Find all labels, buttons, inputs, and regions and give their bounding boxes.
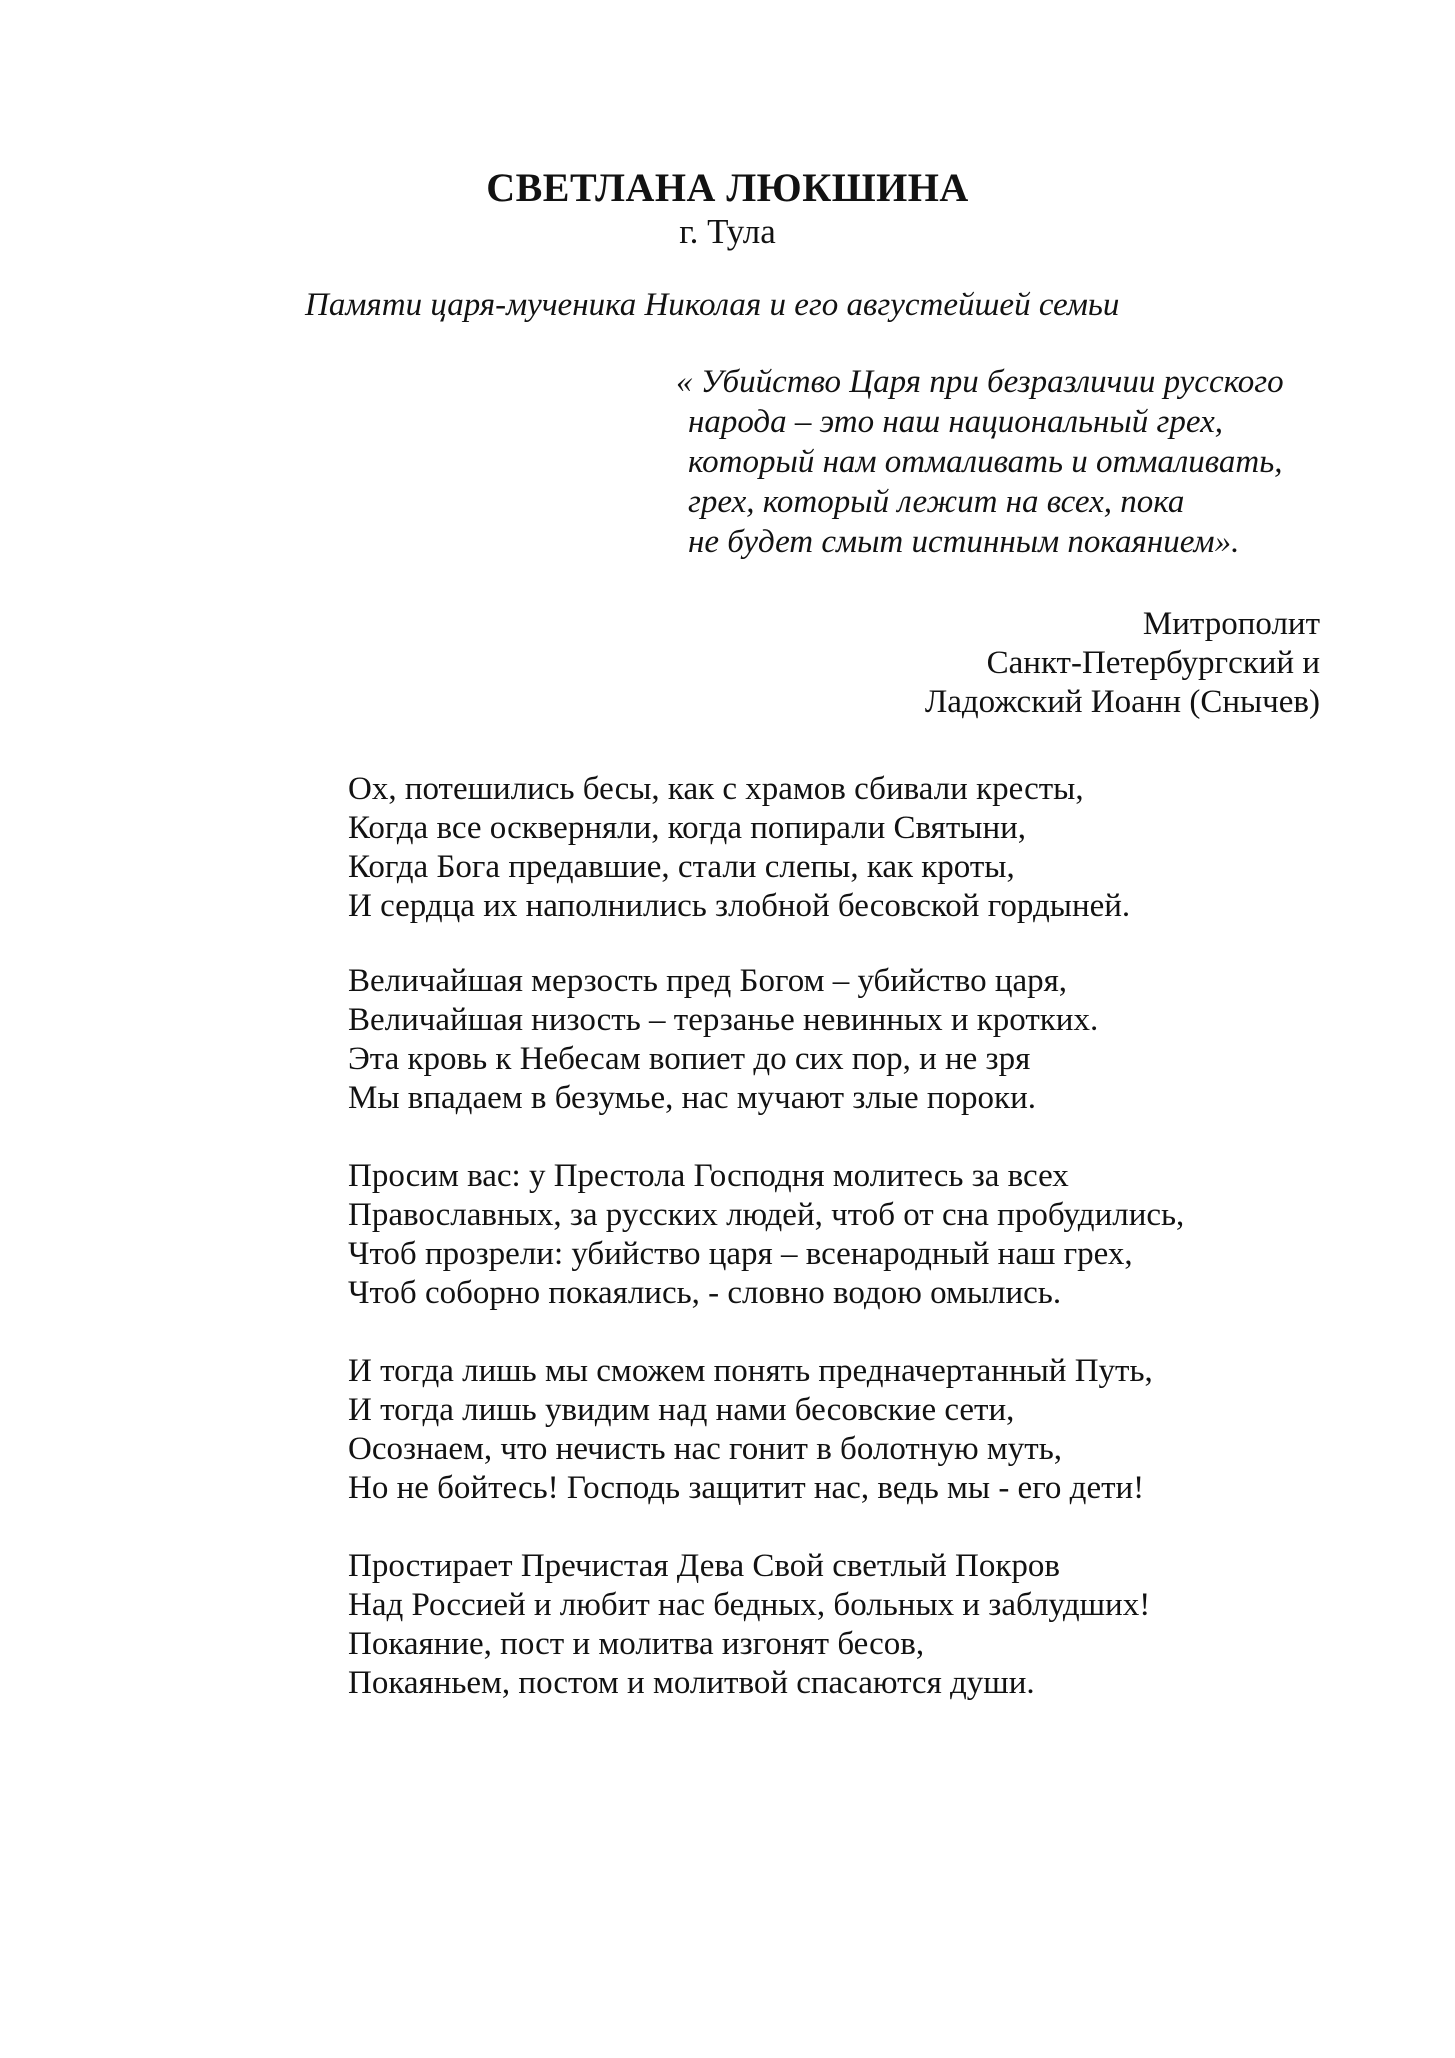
poem-line: Величайшая мерзость пред Богом – убийство царя, [348,963,1068,999]
epigraph-line: грех, который лежит на всех, пока [688,484,1185,520]
poem-line: Покаяньем, постом и молитвой спасаются души. [348,1665,1035,1701]
poem-stanza-5 [348,1547,1150,1703]
poem-line: Величайшая низость – терзанье невинных и кротких. [348,1002,1099,1038]
poem-line: Когда все оскверняли, когда попирали Святыни, [348,810,1027,846]
poem-line: Чтоб соборно покаялись, - словно водою омылись. [348,1275,1062,1311]
poem-line: И тогда лишь увидим над нами бесовские сети, [348,1392,1015,1428]
poem-line: Православных, за русских людей, чтоб от сна пробудились, [348,1197,1185,1233]
epigraph-line: народа – это наш национальный грех, [688,404,1223,440]
poem-line: Ох, потешились бесы, как с храмов сбивали кресты, [348,771,1084,807]
poem-line: Эта кровь к Небесам вопиет до сих пор, и не зря [348,1041,1031,1077]
poem-line: Над Россией и любит нас бедных, больных и заблудших! [348,1587,1151,1623]
poem-stanza-1 [348,770,1130,926]
attribution-line: Митрополит [1142,606,1320,642]
poem-line: Но не бойтесь! Господь защитит нас, ведь мы - его дети! [348,1470,1145,1506]
poem-line: Просим вас: у Престола Господня молитесь за всех [348,1158,1069,1194]
poem-line: Мы впадаем в безумье, нас мучают злые пороки. [348,1080,1036,1116]
attribution-line: Ладожский Иоанн (Снычев) [924,684,1320,720]
poem-line: Простирает Пречистая Дева Свой светлый Покров [348,1548,1060,1584]
poem-stanza-3 [348,1157,1184,1313]
poem-line: И тогда лишь мы сможем понять предначертанный Путь, [348,1353,1153,1389]
epigraph-line: который нам отмаливать и отмаливать, [688,444,1283,480]
author-name: СВЕТЛАНА ЛЮКШИНА [486,165,969,210]
epigraph-quote [676,362,1284,562]
poem-line: Когда Бога предавшие, стали слепы, как кроты, [348,849,1015,885]
poem-line: Осознаем, что нечисть нас гонит в болотную муть, [348,1431,1063,1467]
dedication-line: Памяти царя-мученика Николая и его августейшей семьи [305,287,1120,323]
poem-line: Покаяние, пост и молитва изгонят бесов, [348,1626,925,1662]
poem-stanza-4 [348,1352,1153,1508]
poem-line: И сердца их наполнились злобной бесовской гордыней. [348,888,1131,924]
attribution-line: Санкт-Петербургский и [986,645,1320,681]
author-city: г. Тула [679,212,776,251]
epigraph-attribution [925,605,1320,722]
poem-stanza-2 [348,962,1098,1118]
epigraph-line: « Убийство Царя при безразличии русского [676,364,1284,400]
epigraph-line: не будет смыт истинным покаянием». [688,524,1240,560]
poem-line: Чтоб прозрели: убийство царя – всенародный наш грех, [348,1236,1133,1272]
